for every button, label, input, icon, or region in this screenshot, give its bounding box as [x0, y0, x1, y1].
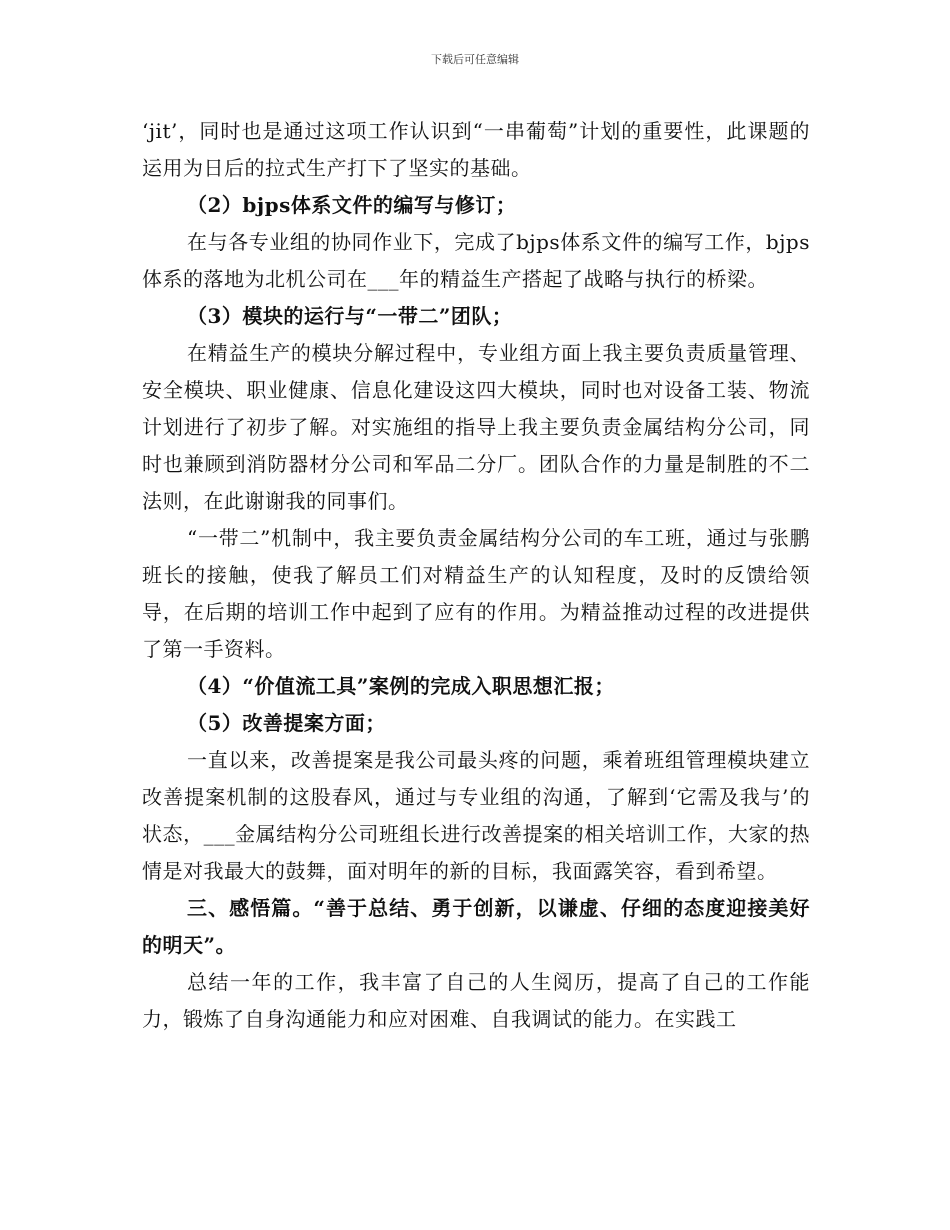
paragraph-yidaier: “一带二”机制中，我主要负责金属结构分公司的车工班，通过与张鹏班长的接触，使我了解员工们对精益生产的认知程度，及时的反馈给领导，在后期的培训工作中起到了应有的作用。为精益推动过程的改进提供了第一手资料。: [142, 526, 810, 661]
paragraph-modules: 在精益生产的模块分解过程中，专业组方面上我主要负责质量管理、安全模块、职业健康、信息化建设这四大模块，同时也对设备工装、物流计划进行了初步了解。对实施组的指导上我主要负责金属结构分公司，同时也兼顾到消防器材分公司和军品二分厂。团队合作的力量是制胜的不二法则，在此谢谢我的同事们。: [142, 341, 810, 513]
page-header: 下载后可任意编辑: [431, 53, 519, 66]
section-heading-4: （4）“价值流工具”案例的完成入职思想汇报；: [187, 674, 615, 698]
paragraph-jit: ‘jit’，同时也是通过这项工作认识到“一串葡萄”计划的重要性，此课题的运用为日后的拉式生产打下了坚实的基础。: [142, 119, 810, 180]
paragraph-improvement: 一直以来，改善提案是我公司最头疼的问题，乘着班组管理模块建立改善提案机制的这股春风，通过与专业组的沟通，了解到‘它需及我与’的状态，___金属结构分公司班组长进行改善提案的相关培训工作，大家的热情是对我最大的鼓舞，面对明年的新的目标，我面露笑容，看到希望。: [142, 748, 810, 883]
section-heading-2: （2）bjps体系文件的编写与修订；: [187, 193, 517, 217]
paragraph-summary: 总结一年的工作，我丰富了自己的人生阅历，提高了自己的工作能力，锻炼了自身沟通能力和应对困难、自我调试的能力。在实践工: [142, 970, 810, 1031]
document-body: [142, 113, 810, 1038]
section-heading-3: （3）模块的运行与“一带二”团队；: [187, 304, 513, 328]
section-heading-5: （5）改善提案方面；: [187, 711, 386, 735]
paragraph-bjps: 在与各专业组的协同作业下，完成了bjps体系文件的编写工作，bjps体系的落地为北机公司在___年的精益生产搭起了战略与执行的桥梁。: [142, 230, 810, 291]
section-heading-reflection: 三、感悟篇。“善于总结、勇于创新，以谦虚、仔细的态度迎接美好的明天”。: [142, 896, 810, 957]
